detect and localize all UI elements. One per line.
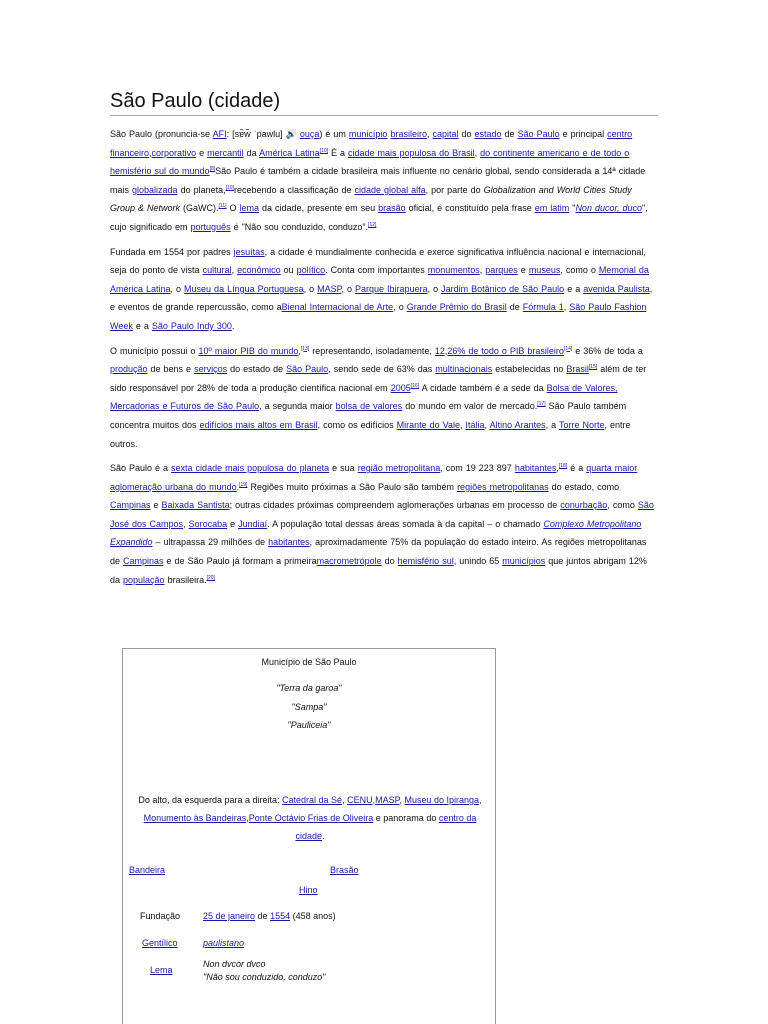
link-bandeira[interactable]: Bandeira (129, 865, 166, 875)
link-campinas[interactable]: Campinas (110, 500, 151, 511)
lema-translation: "Não sou conduzido, conduzo" (203, 972, 326, 982)
text: Do alto, da esquerda para a direita: (138, 795, 283, 805)
link-economico[interactable]: econômico (237, 265, 281, 276)
link-gentilico[interactable]: Gentílico (142, 938, 178, 948)
text: O município possui o (110, 345, 199, 356)
text: , a (545, 419, 559, 430)
text: e sua (329, 463, 358, 474)
link-baixada[interactable]: Baixada Santista (161, 500, 230, 511)
link-regioes-metro[interactable]: regiões metropolitanas (457, 481, 549, 492)
text: , como os edifícios (317, 419, 397, 430)
link-ponte[interactable]: Ponte Octávio Frias de Oliveira (248, 813, 374, 823)
text: . (231, 320, 235, 331)
ref-8[interactable]: [8] (209, 166, 216, 173)
text: Fundada em 1554 por padres (110, 246, 234, 257)
text: , entre outros. (110, 419, 631, 449)
link-jesuitas[interactable]: jesuítas (233, 246, 265, 257)
link-italia[interactable]: Itália (465, 419, 485, 430)
link-capital[interactable]: capital (432, 129, 459, 139)
text: ) é um (319, 129, 349, 139)
text: São Paulo é também a cidade brasileira mais influente no cenário global, sendo considerada a 14ª cidade mais (110, 166, 646, 195)
label-fundacao: Fundação (140, 911, 181, 921)
text: . (236, 481, 240, 492)
text: e (227, 518, 239, 529)
link-edificios[interactable]: edifícios mais altos em Brasil (199, 419, 318, 430)
text: , (342, 795, 348, 805)
link-torre[interactable]: Torre Norte (558, 419, 605, 430)
text: , aproximadamente 75% da população do estado inteiro. As regiões metropolitanas de (110, 537, 647, 567)
page-title: São Paulo (cidade) (110, 90, 658, 116)
text: e (196, 147, 208, 158)
link-municipio[interactable]: município (348, 129, 388, 139)
link-bienal[interactable]: Bienal Internacional de Arte (281, 302, 394, 313)
link-sp[interactable]: São Paulo (286, 364, 329, 375)
link-bolsa-valores[interactable]: bolsa de valores (335, 401, 403, 412)
ref-14[interactable]: [14] (563, 345, 573, 352)
gawc-name: Globalization and World Cities Study Group & Network (110, 184, 632, 214)
link-sexta[interactable]: sexta cidade mais populosa do planeta (171, 463, 330, 474)
link-continente[interactable]: do continente americano e de todo o hemisfério sul do mundo (110, 147, 630, 177)
link-brasileiro[interactable]: brasileiro (390, 129, 427, 139)
text: , o (427, 283, 442, 294)
link-masp-infobox[interactable]: MASP (375, 795, 400, 805)
text: e principal (559, 129, 608, 139)
paragraph-intro (110, 125, 658, 237)
link-cidade-global[interactable]: cidade global alfa (354, 184, 426, 195)
text: de bens e (147, 364, 195, 375)
link-sorocaba[interactable]: Sorocaba (188, 518, 228, 529)
text: e 36% de toda a (572, 345, 643, 356)
link-globalizada[interactable]: globalizada (132, 184, 178, 195)
link-corporativo[interactable]: corporativo (151, 147, 197, 158)
link-conurbacao[interactable]: conurbação (560, 500, 608, 511)
link-centro[interactable]: centro (607, 129, 633, 139)
link-paulistano[interactable]: paulistano (203, 938, 245, 948)
ref-13[interactable]: [13] (300, 345, 310, 352)
paragraph-economia (110, 342, 658, 454)
ref-15[interactable]: [15] (588, 364, 598, 371)
link-masp[interactable]: MASP (317, 283, 342, 294)
paragraph-fundada (110, 243, 658, 336)
text: e a (132, 320, 152, 331)
link-campinas-2[interactable]: Campinas (123, 556, 164, 567)
text: , (484, 419, 490, 430)
link-museu-lingua[interactable]: Museu da Língua Portuguesa (184, 283, 304, 294)
link-bolsa[interactable]: Bolsa de Valores, Mercadorias e Futuros de São Paulo (110, 382, 618, 412)
text: , como (607, 500, 638, 511)
text: ", cujo significado em (110, 203, 648, 232)
text: ; outras cidades próximas compreendem aglomerações urbanas em processo de (229, 500, 561, 511)
link-memorial[interactable]: Memorial da América Latina (110, 265, 649, 294)
text: – ultrapassa 29 milhões de (152, 537, 269, 548)
link-cidade-mais-populosa[interactable]: cidade mais populosa do Brasil (348, 147, 475, 158)
link-monumento[interactable]: Monumento às Bandeiras (143, 813, 247, 823)
text: O (226, 203, 240, 214)
link-mercantil[interactable]: mercantil (207, 147, 244, 158)
text: do planeta, (177, 184, 226, 195)
link-non-ducor[interactable]: Non ducor, duco (575, 203, 642, 214)
link-cenu[interactable]: CENU (347, 795, 373, 805)
text: e (517, 265, 529, 276)
ref-12[interactable]: [12] (368, 221, 377, 228)
link-paulista[interactable]: avenida Paulista (583, 283, 650, 294)
text: , a cidade é mundialmente conhecida e exerce significativa influência nacional e internacional, seja do ponto de vista (110, 246, 646, 276)
link-complexo[interactable]: Complexo Metropolitano Expandido (110, 518, 642, 548)
text: , (183, 518, 189, 529)
text: , e eventos de grande repercussão, como a (110, 283, 653, 313)
text: de (501, 129, 518, 139)
ref-18[interactable]: [18] (558, 463, 568, 470)
link-quarta[interactable]: quarta maior aglomeração urbana do mundo (110, 463, 638, 492)
link-25-janeiro[interactable]: 25 de janeiro (203, 911, 256, 921)
text: , (246, 813, 249, 823)
text: : [sɐ̃w̃ ˈpawlu] (226, 129, 286, 139)
link-habitantes-2[interactable]: habitantes (268, 537, 310, 548)
link-populacao[interactable]: população (123, 574, 165, 585)
link-cultural[interactable]: cultural (202, 265, 232, 276)
text: de (506, 302, 523, 313)
ref-19[interactable]: [19] (239, 481, 248, 488)
link-jardim[interactable]: Jardim Botânico de São Paulo (441, 283, 565, 294)
link-habitantes[interactable]: habitantes (514, 463, 557, 474)
text: , (298, 345, 301, 356)
text: , (474, 147, 481, 158)
text: , (460, 419, 466, 430)
text: e de São Paulo já formam a primeira (163, 556, 317, 567)
text: , (556, 463, 559, 474)
link-hino[interactable]: Hino (299, 885, 318, 895)
link-gp[interactable]: Grande Prêmio do Brasil (406, 302, 507, 313)
link-2005[interactable]: 2005 (390, 382, 411, 393)
text: do estado, como (548, 481, 620, 492)
link-parques[interactable]: parques (485, 265, 518, 276)
infobox-title: Município de São Paulo (261, 657, 357, 667)
text: que juntos abrigam 12% da (110, 556, 647, 585)
link-centro-cidade[interactable]: centro da cidade (295, 813, 477, 841)
link-hemisferio[interactable]: hemisfério sul (397, 556, 454, 567)
nickname-pauliceia: "Pauliceia" (287, 720, 331, 730)
text: recebendo a classificação de (233, 184, 355, 195)
text: , o (341, 283, 356, 294)
text: é "Não sou conduzido, conduzo". (230, 221, 369, 232)
link-1554[interactable]: 1554 (270, 911, 291, 921)
nickname-sampa: "Sampa" (291, 702, 327, 712)
text: " (569, 203, 576, 214)
lema-latin: Non dvcor dvco (203, 959, 266, 969)
text: e a (564, 283, 584, 294)
text: do (381, 556, 398, 567)
link-financeiro[interactable]: financeiro (110, 147, 150, 158)
ref-17[interactable]: [17] (537, 401, 546, 408)
link-lema-infobox[interactable]: Lema (150, 965, 173, 975)
text: São Paulo também concentra muitos dos (110, 401, 627, 430)
text: (GaWC). (180, 203, 219, 214)
text: É a (328, 147, 349, 158)
text: brasileira. (164, 574, 207, 585)
infobox (122, 648, 496, 1024)
text: . Conta com importantes (325, 265, 428, 276)
link-ibirapuera[interactable]: Parque Ibirapuera (355, 283, 428, 294)
link-catedral[interactable]: Catedral da Sé (282, 795, 343, 805)
text: do mundo em valor de mercado. (402, 401, 538, 412)
text: , (563, 302, 570, 313)
link-museus[interactable]: museus (528, 265, 561, 276)
link-sao-paulo[interactable]: São Paulo (517, 129, 560, 139)
text: do (458, 129, 475, 139)
link-pib10[interactable]: 10º maior PIB do mundo (198, 345, 299, 356)
text: , (479, 795, 482, 805)
text: de (255, 911, 271, 921)
text: , o (170, 283, 185, 294)
link-brasao-infobox[interactable]: Brasão (330, 865, 359, 875)
text: e (150, 500, 162, 511)
text: , o (303, 283, 318, 294)
link-pib-pct[interactable]: 12,26% de todo o PIB brasileiro (434, 345, 564, 356)
text: estabelecidas no (492, 364, 567, 375)
link-monumentos[interactable]: monumentos (427, 265, 480, 276)
link-brasil[interactable]: Brasil (566, 364, 589, 375)
ref-10[interactable]: [10] (319, 147, 328, 154)
nickname-terra-da-garoa: "Terra da garoa" (276, 683, 342, 693)
link-museu-ipiranga[interactable]: Museu do Ipiranga (404, 795, 480, 805)
link-spfw[interactable]: São Paulo Fashion Week (110, 302, 647, 331)
link-multinacionais[interactable]: multinacionais (435, 364, 493, 375)
text: , unindo 65 (453, 556, 503, 567)
ref-11[interactable]: [11] (218, 203, 227, 210)
link-producao[interactable]: produção (110, 364, 148, 375)
text: da (243, 147, 260, 158)
link-regiao[interactable]: região metropolitana (357, 463, 441, 474)
text: , (231, 265, 238, 276)
text: . (322, 831, 325, 841)
text: , (372, 795, 376, 805)
link-ouca[interactable]: ouça (299, 129, 320, 139)
link-afi[interactable]: AFI (212, 129, 227, 139)
paragraph-populacao (110, 459, 658, 589)
text: , (149, 147, 152, 158)
article (110, 90, 658, 589)
link-latim[interactable]: em latim (534, 203, 570, 214)
text: é a (567, 463, 587, 474)
link-jundiai[interactable]: Jundiaí (238, 518, 268, 529)
link-mirante[interactable]: Mirante do Vale (396, 419, 461, 430)
text: , como o (560, 265, 599, 276)
link-estado[interactable]: estado (474, 129, 502, 139)
text: A cidade também é a sede da (419, 382, 547, 393)
text: oficial, é constituído pela frase (405, 203, 535, 214)
link-f1[interactable]: Fórmula 1 (522, 302, 564, 313)
ref-10b[interactable]: [10] (225, 184, 234, 191)
link-america-latina[interactable]: América Latina (259, 147, 320, 158)
text: além de ter sido responsável por 28% de toda a produção científica nacional em (110, 364, 647, 393)
link-altino[interactable]: Altino Arantes (489, 419, 546, 430)
link-servicos[interactable]: serviços (194, 364, 228, 375)
text: , a segunda maior (259, 401, 336, 412)
link-lema[interactable]: lema (239, 203, 260, 214)
text: , (426, 129, 433, 139)
text: . A população total dessas áreas somada à da capital – o chamado (267, 518, 544, 529)
text: e panorama do (373, 813, 439, 823)
text: (458 anos) (290, 911, 336, 921)
text: da cidade, presente em seu (259, 203, 379, 214)
text: do estado de (227, 364, 287, 375)
link-brasao[interactable]: brasão (378, 203, 406, 214)
text: , (399, 795, 405, 805)
ref-20[interactable]: [20] (206, 574, 215, 581)
link-portugues[interactable]: português (190, 221, 231, 232)
text: , (479, 265, 486, 276)
link-politico[interactable]: político (296, 265, 326, 276)
speaker-icon[interactable]: 🔊 (285, 129, 297, 139)
text: , o (393, 302, 407, 313)
text: ou (280, 265, 297, 276)
link-indy[interactable]: São Paulo Indy 300 (151, 320, 232, 331)
text: , com 19 223 897 (440, 463, 515, 474)
link-sjc[interactable]: São José dos Campos (110, 500, 654, 529)
text: São Paulo (pronuncia-se (110, 129, 213, 139)
text: Regiões muito próximas a São Paulo são também (247, 481, 458, 492)
link-macrometropole[interactable]: macrometrópole (316, 556, 382, 567)
text: São Paulo é a (110, 463, 172, 474)
text: representando, isoladamente, (309, 345, 435, 356)
text: , por parte do (425, 184, 484, 195)
link-municipios[interactable]: municípios (502, 556, 546, 567)
image-caption (133, 791, 487, 845)
ref-16[interactable]: [16] (410, 382, 420, 389)
text: , sendo sede de 63% das (328, 364, 436, 375)
value-fundacao (203, 911, 336, 921)
